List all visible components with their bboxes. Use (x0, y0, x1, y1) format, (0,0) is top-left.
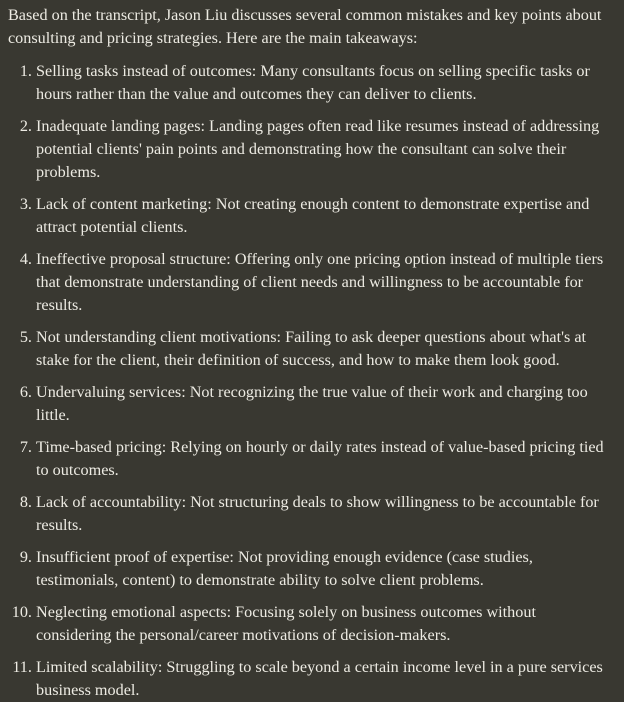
takeaway-item-8: 8. Lack of accountability: Not structuring deals to show willingness to be accountable for results. (36, 491, 608, 537)
takeaway-item-5: 5. Not understanding client motivations: Failing to ask deeper questions about what's at stake for the client, their definition of success, and how to make them look good. (36, 326, 608, 372)
takeaway-item-2: 2. Inadequate landing pages: Landing pages often read like resumes instead of addressing potential clients' pain points and demonstrating how the consultant can solve their problems. (36, 115, 608, 184)
takeaway-item-4: 4. Ineffective proposal structure: Offering only one pricing option instead of multiple tiers that demonstrate understanding of client needs and willingness to be accountable for results. (36, 248, 608, 317)
takeaways-list (8, 60, 608, 702)
takeaway-item-7: 7. Time-based pricing: Relying on hourly or daily rates instead of value-based pricing tied to outcomes. (36, 436, 608, 482)
takeaway-item-3: 3. Lack of content marketing: Not creating enough content to demonstrate expertise and attract potential clients. (36, 193, 608, 239)
takeaway-item-10: 10. Neglecting emotional aspects: Focusing solely on business outcomes without considering the personal/career motivations of decision-makers. (36, 601, 608, 647)
takeaway-item-6: 6. Undervaluing services: Not recognizing the true value of their work and charging too little. (36, 381, 608, 427)
takeaway-item-11: 11. Limited scalability: Struggling to scale beyond a certain income level in a pure services business model. (36, 656, 608, 702)
intro-paragraph: Based on the transcript, Jason Liu discusses several common mistakes and key points about consulting and pricing strategies. Here are the main takeaways: (8, 6, 602, 47)
takeaway-item-1: 1. Selling tasks instead of outcomes: Many consultants focus on selling specific tasks or hours rather than the value and outcomes they can deliver to clients. (36, 60, 608, 106)
takeaway-item-9: 9. Insufficient proof of expertise: Not providing enough evidence (case studies, testimonials, content) to demonstrate ability to solve client problems. (36, 546, 608, 592)
